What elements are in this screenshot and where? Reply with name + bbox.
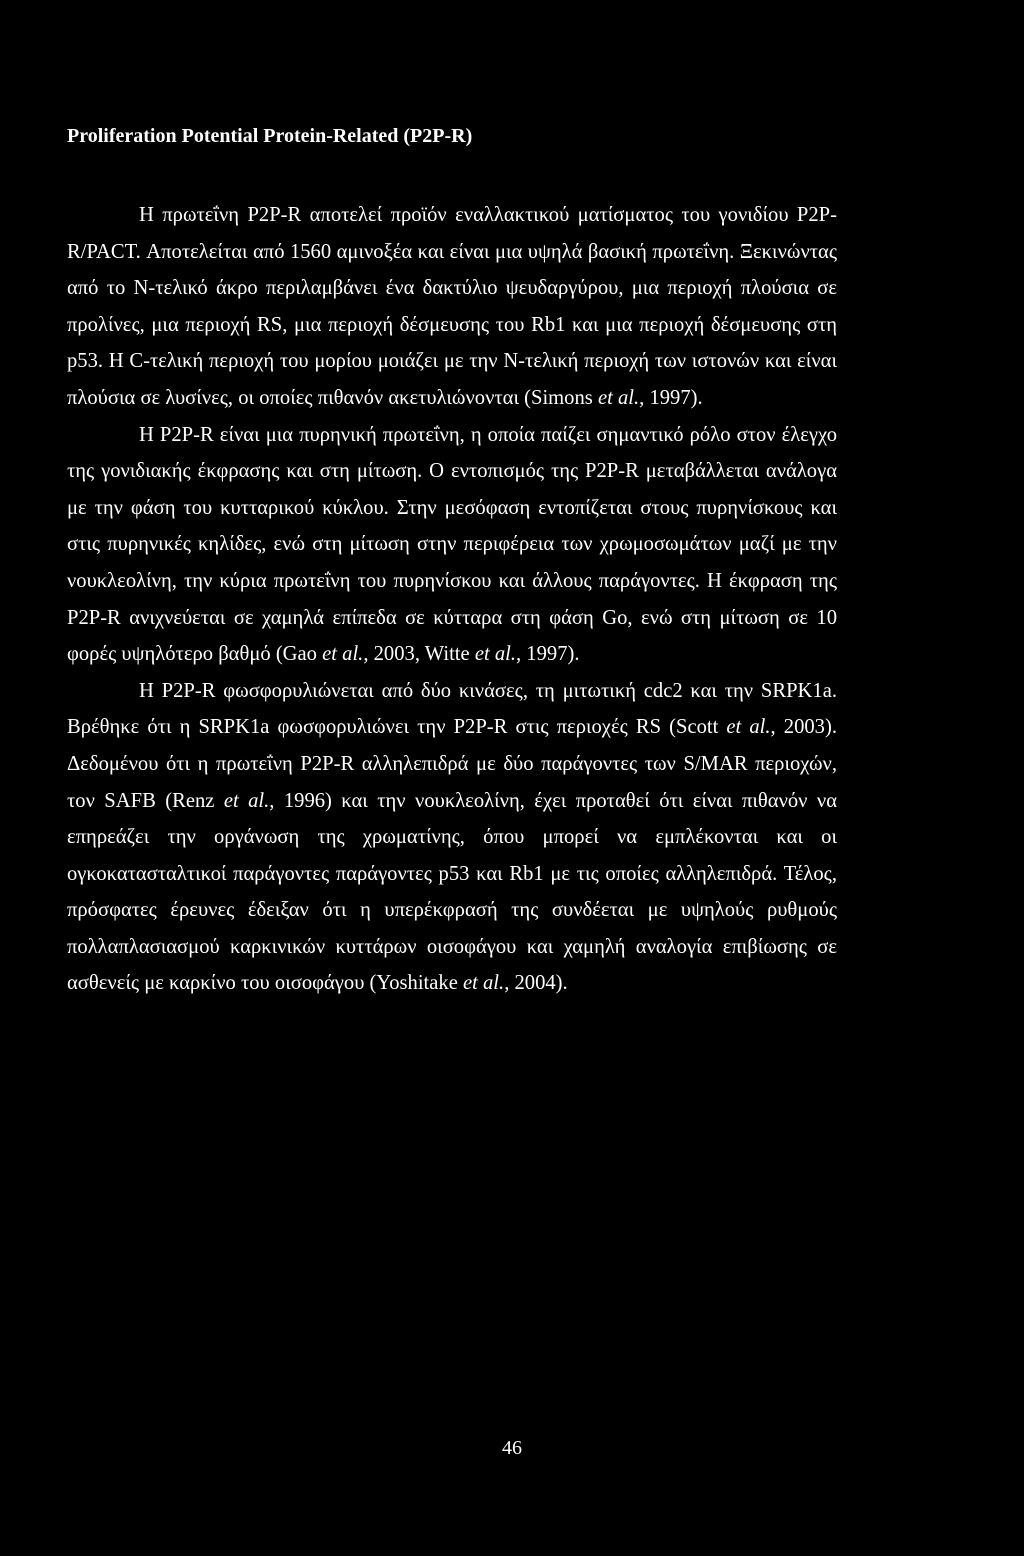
text-run: Η P2P-R είναι μια πυρηνική πρωτεΐνη, η οποία παίζει σημαντικό ρόλο στον έλεγχο της γονιδιακής έκφρασης και στη μίτωση. Ο εντοπισμός της P2P-R μεταβάλλεται ανάλογα με την φάση του κυτταρικού κύκλου. Στην μεσόφαση εντοπίζεται στους πυρηνίσκους και στις πυρηνικές κηλίδες, ενώ στη μίτωση στην περιφέρεια των χρωμοσωμάτων μαζί με την νουκλεολίνη, την κύρια πρωτεΐνη του πυρηνίσκου και άλλους παράγοντες. Η έκφραση της P2P-R ανιχνεύεται σε χαμηλά επίπεδα σε κύτταρα στη φάση Go, ενώ στη μίτωση σε 10 φορές υψηλότερο βαθμό (Gao xyxy=(67,423,837,666)
text-run: , 2003). Δεδομένου ότι η πρωτεΐνη P2P-R αλληλεπιδρά με δύο παράγοντες των S/MAR περιοχών, τον SAFB (Renz xyxy=(67,716,837,812)
text-run: Η πρωτεΐνη P2P-R αποτελεί προϊόν εναλλακτικού ματίσματος του γονιδίου P2P-R/PACT. Αποτελείται από 1560 αμινοξέα και είναι μια υψηλά βασική πρωτεΐνη. Ξεκινώντας από το Ν-τελικό άκρο περιλαμβάνει ένα δακτύλιο ψευδαργύρου, μια περιοχή πλούσια σε προλίνες, μια περιοχή RS, μια περιοχή δέσμευσης του Rb1 και μια περιοχή δέσμευσης στη p53. Η C-τελική περιοχή του μορίου μοιάζει με την Ν-τελική περιοχή των ιστονών και είναι πλούσια σε λυσίνες, οι οποίες πιθανόν ακετυλιώνονται (Simons xyxy=(67,204,837,409)
text-run: Η P2P-R φωσφορυλιώνεται από δύο κινάσες, τη μιτωτική cdc2 και την SRPK1a. Βρέθηκε ότι η SRPK1a φωσφορυλιώνει την P2P-R στις περιοχές RS (Scott xyxy=(67,679,837,739)
citation-italic: et al. xyxy=(474,643,516,666)
citation-italic: et al. xyxy=(322,643,364,666)
citation-italic: et al. xyxy=(726,716,771,739)
citation-italic: et al. xyxy=(597,386,640,409)
paragraph xyxy=(67,197,837,417)
page-number: 46 xyxy=(502,1437,522,1459)
paragraph xyxy=(67,673,837,1002)
section-heading: Proliferation Potential Protein-Related (P2P-R) xyxy=(67,125,473,147)
citation-italic: et al. xyxy=(223,789,270,812)
text-run: , 1997). xyxy=(516,643,580,666)
citation-italic: et al. xyxy=(463,972,505,995)
body-text xyxy=(67,197,837,1002)
text-run: , 1997). xyxy=(639,386,703,409)
text-run: , 1996) και την νουκλεολίνη, έχει προταθεί ότι είναι πιθανόν να επηρεάζει την οργάνωση της χρωματίνης, όπου μπορεί να εμπλέκονται και οι ογκοκατασταλτικοί παράγοντες παράγοντες p53 και Rb1 με τις οποίες αλληλεπιδρά. Τέλος, πρόσφατες έρευνες έδειξαν ότι η υπερέκφρασή της συνδέεται με υψηλούς ρυθμούς πολλαπλασιασμού καρκινικών κυττάρων οισοφάγου και χαμηλή αναλογία επιβίωσης σε ασθενείς με καρκίνο του οισοφάγου (Yoshitake xyxy=(67,789,837,995)
text-run: , 2003, Witte xyxy=(363,643,475,666)
text-run: , 2004). xyxy=(504,972,568,995)
paragraph xyxy=(67,417,837,673)
